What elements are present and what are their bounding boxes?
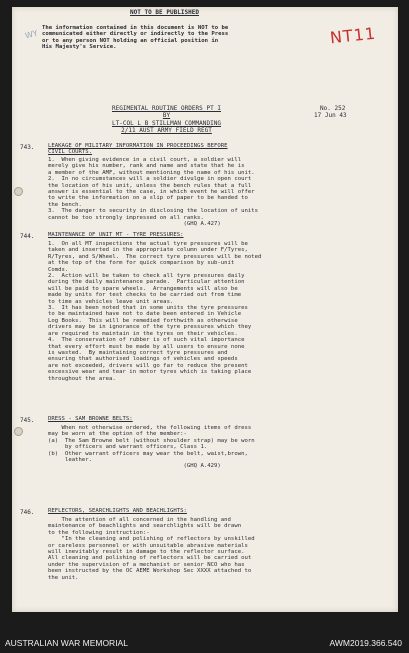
handwritten-mark: NT11 [329,23,377,48]
paragraph-number: 745. [20,417,35,424]
paragraph-body: When not otherwise ordered, the following items of dress may be worn at the option of the member:- (a) The Sam Browne belt (without shoulder strap) may be worn by officers and warrant officers, Class 1. (b) Other warrant officers may wear the belt, waist,brown, leather. (GHQ A.429) [48,425,255,470]
paragraph-heading: LEAKAGE OF MILITARY INFORMATION IN PROCEEDINGS BEFORE CIVIL COURTS. [48,143,228,156]
order-date: 17 Jun 43 [314,112,347,119]
paragraph-body: The attention of all concerned in the handling and maintenance of beachlights and searchlights will be drawn to the following instruction:- "In the cleaning and polishing of reflectors by unskilled or careless personnel or with unsuitable abrasive materials will inevitably result in damage to the reflector surface. All cleaning and polishing of reflectors will be carried out under the supervision of a mechanist or senior NCO who has been instructed by the OC AEME Workshop Sec XXXX attached to the unit. [48,517,255,581]
punch-hole [14,187,23,196]
order-number: No. 252 [320,105,346,112]
archive-name: AUSTRALIAN WAR MEMORIAL [5,638,128,648]
paragraph-body: 1. When giving evidence in a civil court, a soldier will merely give his number, rank and name and state that he is a member of the AMF, without mentioning the name of his unit. 2. In no circumstances will a soldier divulge in open court the location of his unit, unless the bench rules that a full answer is essential to the case, in which event he will offer to write the information on a slip of paper to be handed to the bench. 3. The danger to security in disclosing the location of units cannot be too strongly impressed on all ranks. (GHQ A.427) [48,157,259,228]
paragraph-heading: MAINTENANCE OF UNIT MT - TYRE PRESSURES: [48,232,184,238]
corner-mark: WY [24,28,39,41]
archive-id: AWM2019.366.540 [329,638,402,648]
paragraph-number: 743. [20,144,35,151]
order-title: REGIMENTAL ROUTINE ORDERS PT I BY LT-COL L B STILLMAN COMMANDING 2/11 AUST ARMY FIELD REGT [112,105,221,135]
notice-body: The information contained in this document is NOT to be communicated either directly or indirectly to the Press or to any person NOT holding an official position in His Majesty's Service. [42,25,229,51]
paragraph-number: 746. [20,509,35,516]
notice-heading: NOT TO BE PUBLISHED [130,9,200,16]
punch-hole [14,427,23,436]
paragraph-body: 1. On all MT inspections the actual tyre pressures will be taken and inserted in the appropriate column under F/Tyres, R/Tyres, and S/Wheel. The correct tyre pressures will be noted at the top of the form for quick comparison by sub-unit Comds. 2. Action will be taken to check all tyre pressures daily during the daily maintenance parade. Particular attention will be paid to spare wheels. Arrangements will also be made by units for test checks to be carried out from time to time as vehicles leave unit areas. 3. It has been noted that in some units the tyre pressures to be maintained have not to date been entered in Vehicle Log Books. This will be remedied forthwith as otherwise drivers may be in ignorance of the tyre pressures which they are required to maintain in the tyres on their vehicles. 4. The conservation of rubber is of such vital importance that every effort must be made by all users to ensure none is wasted. By maintaining correct tyre pressures and ensuring that authorised loadings of vehicles and speeds are not exceeded, drivers will go far to reduce the present excessive wear and tear in motor tyres which is taking place throughout the area. [48,241,262,382]
paragraph-number: 744. [20,233,35,240]
paragraph-heading: DRESS - SAM BROWNE BELTS: [48,416,133,422]
paragraph-heading: REFLECTORS, SEARCHLIGHTS AND BEACHLIGHTS: [48,508,187,514]
document-page [12,7,398,612]
archive-footer [0,617,409,653]
